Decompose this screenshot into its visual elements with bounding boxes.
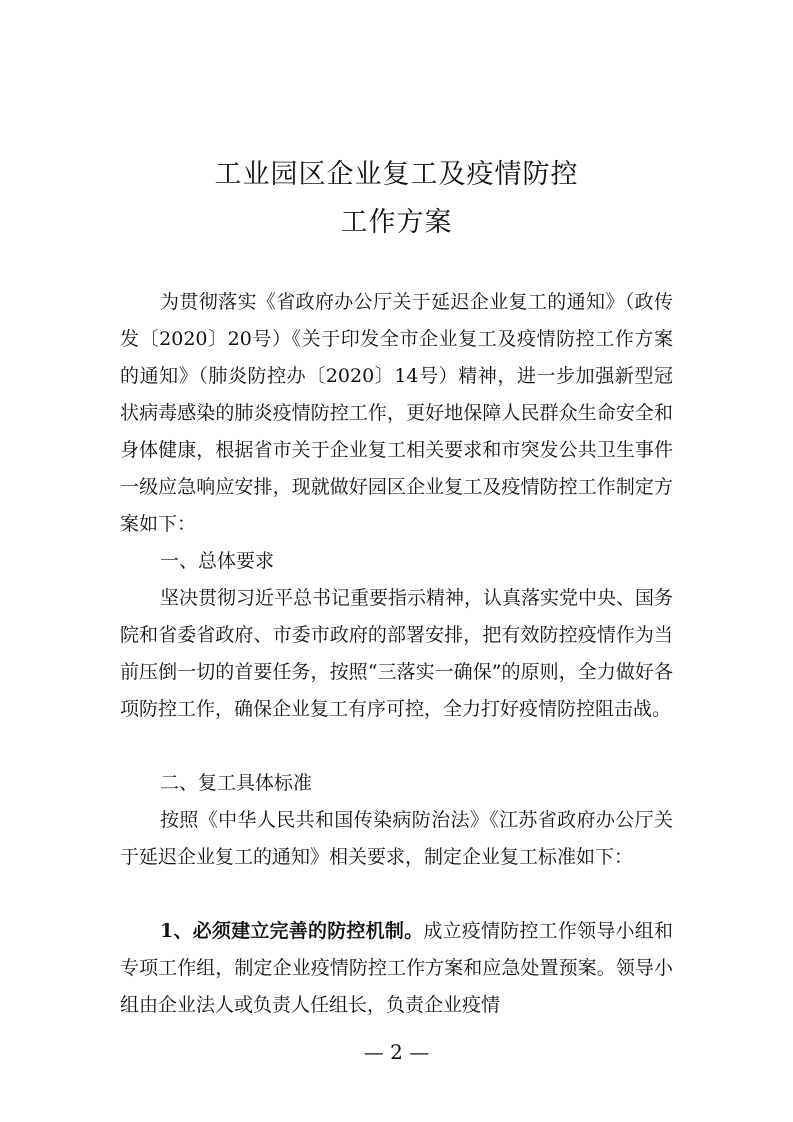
item1-lead: 1、必须建立完善的防控机制。	[160, 920, 424, 942]
document-title-line2: 工作方案	[340, 207, 453, 238]
document-title-line1: 工业园区企业复工及疫情防控	[214, 159, 579, 190]
section1-paragraph: 坚决贯彻习近平总书记重要指示精神，认真落实党中央、国务院和省委省政府、市委市政府的部署安排，把有效防控疫情作为当前压倒一切的首要任务，按照“三落实一确保”的原则，全力做好各项防控工作，确保企业复工有序可控，全力打好疫情防控阻击战。	[120, 587, 674, 720]
section2-heading: 二、复工具体标准	[160, 772, 313, 794]
page-number: — 2 —	[363, 1040, 430, 1064]
item1-paragraph	[120, 913, 673, 1024]
intro-paragraph: 为贯彻落实《省政府办公厅关于延迟企业复工的通知》（政传发〔2020〕20号）《关于印发全市企业复工及疫情防控工作方案的通知》（肺炎防控办〔2020〕14号）精神，进一步加强新型冠状病毒感染的肺炎疫情防控工作，更好地保障人民群众生命安全和身体健康，根据省市关于企业复工相关要求和市突发公共卫生事件一级应急响应安排，现就做好园区企业复工及疫情防控工作制定方案如下：	[120, 291, 673, 535]
section2-paragraph: 按照《中华人民共和国传染病防治法》《江苏省政府办公厅关于延迟企业复工的通知》相关要求，制定企业复工标准如下：	[120, 809, 673, 868]
item1-text: 成立疫情防控工作领导小组和专项工作组，制定企业疫情防控工作方案和应急处置预案。领导小组由企业法人或负责人任组长，负责企业疫情	[120, 920, 673, 1016]
section1-heading: 一、总体要求	[160, 550, 275, 572]
